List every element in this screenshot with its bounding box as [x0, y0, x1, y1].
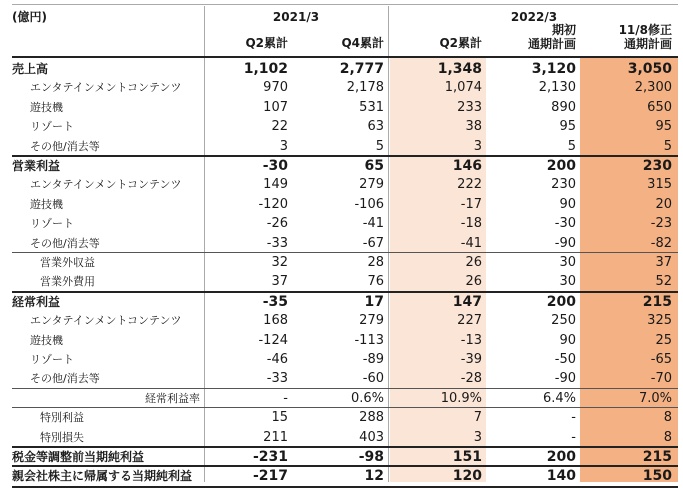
value-cell-col2: 65 — [364, 158, 384, 174]
value-cell-col5: 95 — [655, 119, 672, 135]
table-row — [0, 175, 683, 195]
col-header-2021-q2: Q2累計 — [245, 36, 288, 50]
value-cell-col3: 10.9% — [440, 390, 482, 406]
value-cell-col1: -217 — [252, 468, 288, 485]
header-rule — [12, 4, 678, 5]
value-cell-col4: 30 — [559, 255, 576, 270]
value-cell-col5: -82 — [650, 235, 672, 251]
value-cell-col2: 12 — [364, 468, 384, 485]
value-cell-col4: -90 — [554, 371, 576, 387]
value-cell-col4: 95 — [559, 119, 576, 135]
value-cell-col2: 2,178 — [346, 80, 384, 96]
value-cell-col3: 1,348 — [437, 61, 482, 77]
value-cell-col5: 7.0% — [638, 390, 672, 406]
value-cell-col2: 279 — [359, 313, 384, 329]
col-header-revised-plan-line2: 通期計画 — [623, 37, 672, 51]
table-row — [0, 156, 683, 176]
table-row — [0, 117, 683, 137]
table-row — [0, 331, 683, 351]
value-cell-col1: 168 — [263, 313, 288, 329]
value-cell-col2: 2,777 — [339, 61, 384, 77]
value-cell-col3: -18 — [460, 216, 482, 232]
table-row — [0, 369, 683, 389]
value-cell-col5: 2,300 — [634, 80, 672, 96]
value-cell-col5: 650 — [647, 99, 672, 115]
col-header-initial-plan-line2: 通期計画 — [527, 37, 576, 51]
value-cell-col5: 8 — [663, 429, 672, 445]
row-label: その他/消去等 — [30, 372, 100, 386]
value-cell-col2: 17 — [364, 293, 384, 310]
value-cell-col4: -30 — [554, 216, 576, 232]
table-row — [0, 78, 683, 98]
period-2021-label: 2021/3 — [272, 10, 320, 24]
value-cell-col5: 315 — [647, 177, 672, 193]
row-label: 営業外費用 — [40, 275, 95, 289]
value-cell-col3: 151 — [452, 449, 482, 465]
value-cell-col3: -17 — [460, 196, 482, 212]
value-cell-col2: -98 — [358, 449, 384, 465]
row-label: 特別利益 — [40, 411, 84, 425]
value-cell-col2: 76 — [367, 274, 384, 290]
row-label: エンタテインメントコンテンツ — [30, 178, 182, 192]
value-cell-col3: 3 — [473, 429, 482, 445]
row-label: その他/消去等 — [30, 139, 100, 153]
table-row — [0, 389, 683, 409]
value-cell-col2: -60 — [362, 371, 384, 387]
row-label: 経常利益 — [12, 294, 61, 309]
table-row — [0, 214, 683, 234]
row-label: 経常利益率 — [145, 391, 200, 405]
value-cell-col3: 147 — [452, 293, 482, 310]
value-cell-col4: 230 — [551, 177, 576, 193]
row-label: リゾート — [30, 353, 74, 366]
row-label: 税金等調整前当期純利益 — [12, 450, 145, 464]
value-cell-col3: 227 — [457, 313, 482, 329]
period-2022-label: 2022/3 — [510, 10, 558, 24]
value-cell-col1: 149 — [263, 177, 288, 193]
value-cell-col2: 0.6% — [350, 390, 384, 406]
value-cell-col4: 250 — [551, 313, 576, 329]
value-cell-col3: 7 — [473, 410, 482, 426]
value-cell-col5: 215 — [642, 293, 672, 310]
col-header-initial-plan-line1: 期初 — [551, 23, 576, 37]
value-cell-col1: 970 — [263, 80, 288, 96]
value-cell-col4: - — [571, 429, 576, 445]
table-row — [0, 408, 683, 428]
value-cell-col1: 1,102 — [243, 61, 288, 77]
value-cell-col4: 200 — [546, 449, 576, 465]
row-label: 営業利益 — [12, 159, 61, 173]
value-cell-col4: 140 — [546, 468, 576, 485]
value-cell-col4: 30 — [559, 274, 576, 290]
value-cell-col4: 200 — [546, 158, 576, 174]
table-row — [0, 195, 683, 215]
value-cell-col2: 531 — [359, 99, 384, 115]
value-cell-col5: -65 — [650, 352, 672, 367]
table-row — [0, 272, 683, 292]
value-cell-col4: 200 — [546, 293, 576, 310]
value-cell-col1: 107 — [263, 99, 288, 115]
value-cell-col4: -90 — [554, 235, 576, 251]
value-cell-col4: 90 — [559, 196, 576, 212]
value-cell-col2: 403 — [359, 429, 384, 445]
value-cell-col1: -33 — [266, 235, 288, 251]
value-cell-col2: 5 — [375, 138, 384, 154]
value-cell-col3: -39 — [460, 352, 482, 367]
row-label: 遊技機 — [30, 333, 63, 347]
row-label: エンタテインメントコンテンツ — [30, 81, 182, 95]
value-cell-col2: -113 — [354, 332, 384, 348]
value-cell-col1: 37 — [271, 274, 288, 290]
table-row — [0, 447, 683, 467]
value-cell-col4: 6.4% — [542, 390, 576, 406]
value-cell-col5: 325 — [647, 313, 672, 329]
col-header-2022-q2: Q2累計 — [439, 36, 482, 50]
value-cell-col1: 3 — [279, 138, 288, 154]
value-cell-col1: -120 — [258, 196, 288, 212]
value-cell-col1: 32 — [271, 255, 288, 270]
value-cell-col2: -106 — [354, 196, 384, 212]
table-row — [0, 292, 683, 312]
value-cell-col4: - — [571, 410, 576, 426]
table-row — [0, 466, 683, 486]
value-cell-col3: -13 — [460, 332, 482, 348]
value-cell-col3: 26 — [465, 255, 482, 270]
value-cell-col4: 3,120 — [531, 61, 576, 77]
value-cell-col4: 90 — [559, 332, 576, 348]
value-cell-col3: 222 — [457, 177, 482, 193]
row-label: 営業外収益 — [40, 256, 95, 269]
value-cell-col5: 5 — [663, 138, 672, 154]
table-row — [0, 98, 683, 118]
value-cell-col5: 215 — [642, 449, 672, 465]
row-label: 親会社株主に帰属する当期純利益 — [12, 469, 193, 484]
value-cell-col4: 5 — [567, 138, 576, 154]
value-cell-col2: -67 — [362, 235, 384, 251]
value-cell-col3: 1,074 — [444, 80, 482, 96]
table-row — [0, 428, 683, 448]
table-row — [0, 311, 683, 331]
value-cell-col1: -33 — [266, 371, 288, 387]
value-cell-col2: 288 — [359, 410, 384, 426]
value-cell-col3: -41 — [460, 235, 482, 251]
value-cell-col1: -35 — [262, 293, 288, 310]
row-label: 売上高 — [12, 62, 49, 76]
value-cell-col5: 150 — [642, 468, 672, 485]
row-label: リゾート — [30, 217, 74, 231]
value-cell-col2: 28 — [367, 255, 384, 270]
value-cell-col3: 120 — [452, 468, 482, 485]
value-cell-col1: -231 — [252, 449, 288, 465]
value-cell-col1: 15 — [271, 410, 288, 426]
value-cell-col1: -124 — [258, 332, 288, 348]
value-cell-col4: 890 — [551, 99, 576, 115]
value-cell-col1: -30 — [262, 158, 288, 174]
value-cell-col5: -23 — [650, 216, 672, 232]
value-cell-col2: 63 — [367, 119, 384, 135]
col-header-revised-plan-line1: 11/8修正 — [618, 23, 672, 37]
value-cell-col2: -89 — [362, 352, 384, 367]
row-label: エンタテインメントコンテンツ — [30, 314, 182, 328]
table-row — [0, 253, 683, 273]
value-cell-col3: 26 — [465, 274, 482, 290]
value-cell-col1: 211 — [263, 429, 288, 445]
value-cell-col1: - — [283, 390, 288, 406]
col-header-2021-q4: Q4累計 — [341, 36, 384, 50]
table-row — [0, 137, 683, 157]
value-cell-col5: 37 — [655, 255, 672, 270]
value-cell-col1: 22 — [271, 119, 288, 135]
value-cell-col3: -28 — [460, 371, 482, 387]
row-label: 遊技機 — [30, 100, 63, 114]
row-label: リゾート — [30, 120, 74, 134]
value-cell-col4: 2,130 — [538, 80, 576, 96]
value-cell-col2: 279 — [359, 177, 384, 193]
col-header-revised-plan — [580, 23, 672, 51]
unit-label: (億円) — [12, 10, 47, 24]
value-cell-col5: 3,050 — [627, 61, 672, 77]
header-bottom-rule — [12, 56, 678, 58]
value-cell-col5: 52 — [655, 274, 672, 290]
col-header-initial-plan — [486, 23, 576, 51]
value-cell-col5: -70 — [650, 371, 672, 387]
value-cell-col1: -46 — [266, 352, 288, 367]
value-cell-col1: -26 — [266, 216, 288, 232]
value-cell-col3: 38 — [465, 119, 482, 135]
row-label: 遊技機 — [30, 197, 63, 211]
value-cell-col5: 20 — [655, 196, 672, 212]
row-label: 特別損失 — [40, 430, 84, 444]
value-cell-col3: 3 — [473, 138, 482, 154]
row-label: その他/消去等 — [30, 236, 100, 250]
table-row — [0, 234, 683, 254]
value-cell-col2: -41 — [362, 216, 384, 232]
value-cell-col5: 230 — [642, 158, 672, 174]
value-cell-col3: 233 — [457, 99, 482, 115]
table-row — [0, 350, 683, 370]
value-cell-col5: 25 — [655, 332, 672, 348]
value-cell-col4: -50 — [554, 352, 576, 367]
value-cell-col5: 8 — [663, 410, 672, 426]
table-row — [0, 59, 683, 79]
value-cell-col3: 146 — [452, 158, 482, 174]
